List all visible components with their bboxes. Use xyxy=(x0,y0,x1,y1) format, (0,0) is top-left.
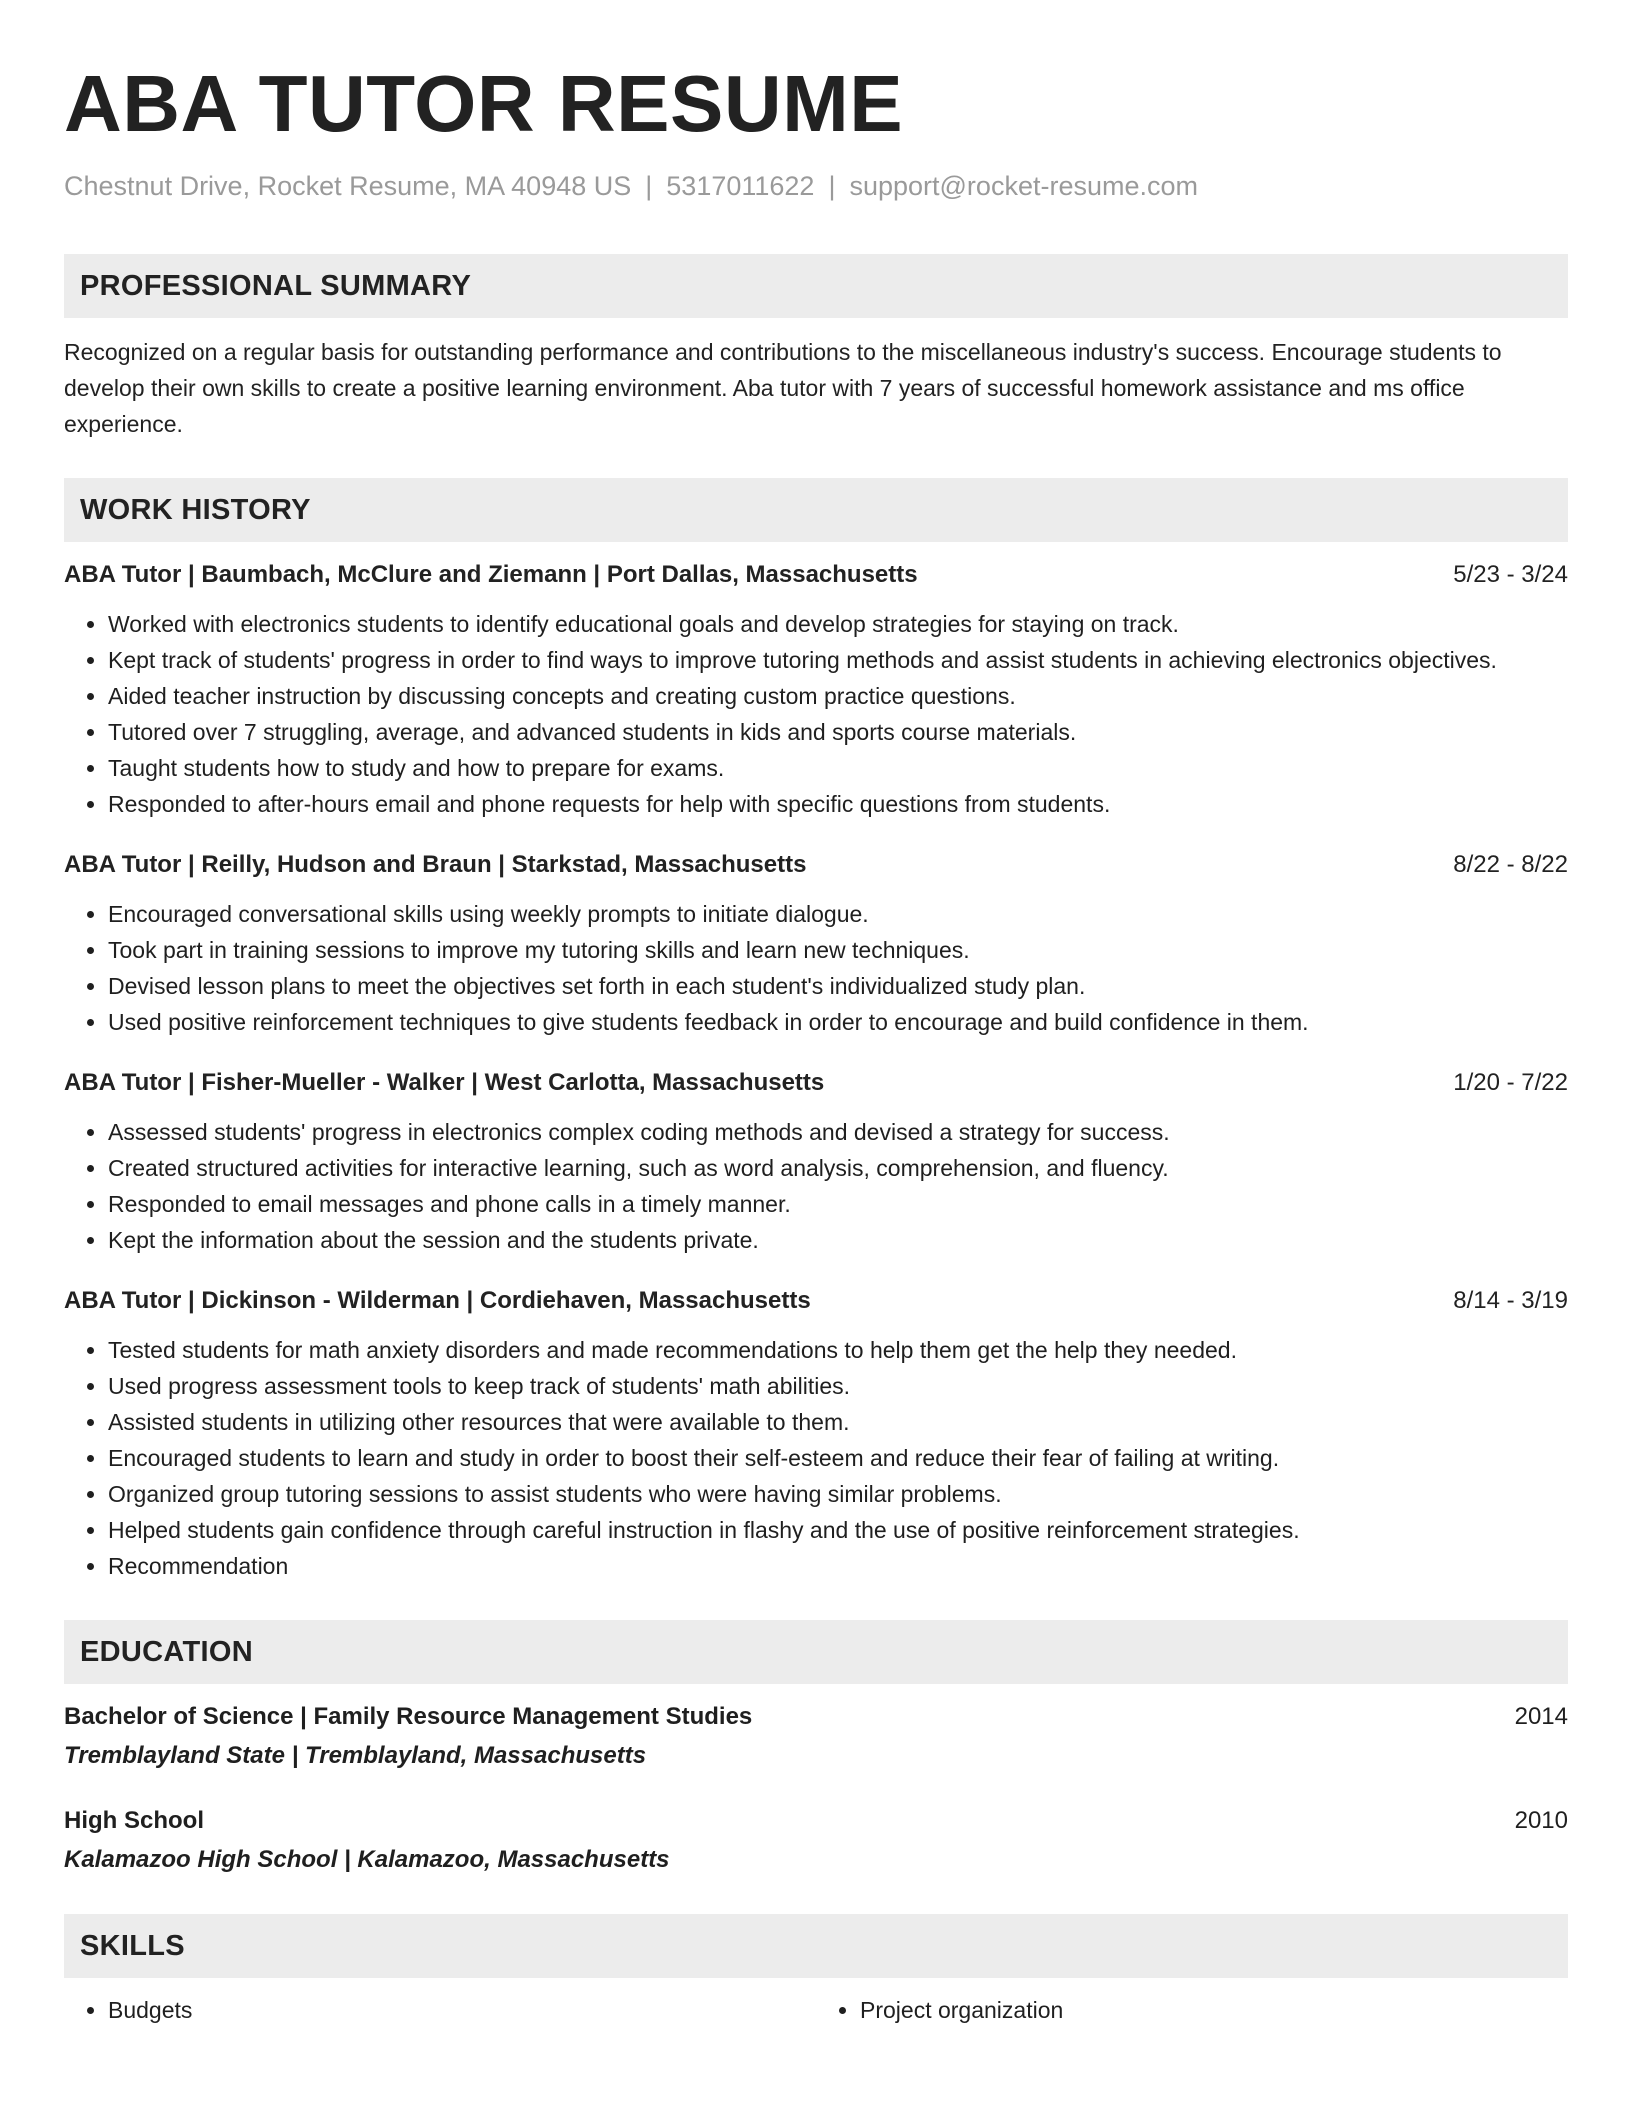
skills-column-left xyxy=(64,1992,816,2028)
education-year: 2010 xyxy=(1514,1807,1568,1834)
job-bullet: • Used positive reinforcement techniques to give students feedback in order to encourage and build confidence in them. xyxy=(108,1004,1568,1040)
job-bullet: • Used progress assessment tools to keep track of students' math abilities. xyxy=(108,1368,1568,1404)
education-school: Kalamazoo High School | Kalamazoo, Massachusetts xyxy=(64,1846,670,1873)
contact-separator: | xyxy=(828,171,836,201)
job-dates: 8/14 - 3/19 xyxy=(1453,1287,1568,1314)
job-dates: 5/23 - 3/24 xyxy=(1453,561,1568,588)
job-bullet: • Responded to email messages and phone calls in a timely manner. xyxy=(108,1186,1568,1222)
skills-column-right xyxy=(816,1992,1568,2028)
job-bullet: • Assessed students' progress in electronics complex coding methods and devised a strategy for success. xyxy=(108,1114,1568,1150)
summary-heading: PROFESSIONAL SUMMARY xyxy=(80,269,472,302)
job-entry xyxy=(64,1284,1568,1584)
job-bullets xyxy=(64,1332,1568,1584)
job-bullets xyxy=(64,896,1568,1040)
work-heading: WORK HISTORY xyxy=(80,493,311,526)
job-bullet: • Responded to after-hours email and phone requests for help with specific questions from students. xyxy=(108,786,1568,822)
job-header xyxy=(64,848,1568,882)
job-bullet: • Aided teacher instruction by discussing concepts and creating custom practice questions. xyxy=(108,678,1568,714)
job-bullet: • Encouraged students to learn and study in order to boost their self-esteem and reduce their fear of failing at writing. xyxy=(108,1440,1568,1476)
job-entry xyxy=(64,1066,1568,1258)
education-school: Tremblayland State | Tremblayland, Massachusetts xyxy=(64,1742,647,1769)
job-bullets xyxy=(64,606,1568,822)
job-bullet: • Organized group tutoring sessions to assist students who were having similar problems. xyxy=(108,1476,1568,1512)
job-bullet: • Kept track of students' progress in order to find ways to improve tutoring methods and assist students in achieving electronics objectives. xyxy=(108,642,1568,678)
job-bullets xyxy=(64,1114,1568,1258)
job-title: ABA Tutor | Fisher-Mueller - Walker | West Carlotta, Massachusetts xyxy=(64,1069,825,1096)
job-bullet: • Helped students gain confidence through careful instruction in flashy and the use of positive reinforcement strategies. xyxy=(108,1512,1568,1548)
page-title: ABA TUTOR RESUME xyxy=(64,59,904,148)
job-title: ABA Tutor | Reilly, Hudson and Braun | Starkstad, Massachusetts xyxy=(64,851,807,878)
job-header xyxy=(64,1066,1568,1100)
education-header xyxy=(64,1804,1568,1838)
job-bullet: • Taught students how to study and how to prepare for exams. xyxy=(108,750,1568,786)
summary-section-bar xyxy=(64,254,1568,318)
contact-phone: 5317011622 xyxy=(666,171,815,201)
education-year: 2014 xyxy=(1514,1703,1568,1730)
job-bullet: • Kept the information about the session and the students private. xyxy=(108,1222,1568,1258)
skills-list xyxy=(64,1992,1568,2028)
contact-separator: | xyxy=(645,171,653,201)
education-heading: EDUCATION xyxy=(80,1635,253,1668)
job-header xyxy=(64,558,1568,592)
job-bullet: • Encouraged conversational skills using weekly prompts to initiate dialogue. xyxy=(108,896,1568,932)
work-section-bar xyxy=(64,478,1568,542)
contact-address: Chestnut Drive, Rocket Resume, MA 40948 US xyxy=(64,171,632,201)
job-bullet: • Tutored over 7 struggling, average, and advanced students in kids and sports course materials. xyxy=(108,714,1568,750)
job-entry xyxy=(64,558,1568,822)
job-bullet: • Recommendation xyxy=(108,1548,1568,1584)
skills-heading: SKILLS xyxy=(80,1929,185,1962)
education-header xyxy=(64,1700,1568,1734)
job-entry xyxy=(64,848,1568,1040)
job-bullet: • Worked with electronics students to identify educational goals and develop strategies for staying on track. xyxy=(108,606,1568,642)
job-bullet: • Assisted students in utilizing other resources that were available to them. xyxy=(108,1404,1568,1440)
education-section-bar xyxy=(64,1620,1568,1684)
summary-text: Recognized on a regular basis for outstanding performance and contributions to the miscellaneous industry's success. Encourage students to develop their own skills to create a positive learning environment. Aba tutor with 7 years of successful homework assistance and ms office experience. xyxy=(64,339,1502,437)
education-entry xyxy=(64,1804,1568,1878)
education-degree: High School xyxy=(64,1807,204,1834)
education-entry xyxy=(64,1700,1568,1774)
education-degree: Bachelor of Science | Family Resource Management Studies xyxy=(64,1703,753,1730)
skill-item: • Project organization xyxy=(860,1992,1568,2028)
skills-section-bar xyxy=(64,1914,1568,1978)
job-dates: 8/22 - 8/22 xyxy=(1453,851,1568,878)
skill-item: • Budgets xyxy=(108,1992,816,2028)
job-title: ABA Tutor | Baumbach, McClure and Ziemann | Port Dallas, Massachusetts xyxy=(64,561,918,588)
job-bullet: • Devised lesson plans to meet the objectives set forth in each student's individualized study plan. xyxy=(108,968,1568,1004)
job-dates: 1/20 - 7/22 xyxy=(1453,1069,1568,1096)
contact-line xyxy=(64,170,1568,202)
job-bullet: • Took part in training sessions to improve my tutoring skills and learn new techniques. xyxy=(108,932,1568,968)
job-bullet: • Tested students for math anxiety disorders and made recommendations to help them get the help they needed. xyxy=(108,1332,1568,1368)
job-header xyxy=(64,1284,1568,1318)
job-bullet: • Created structured activities for interactive learning, such as word analysis, comprehension, and fluency. xyxy=(108,1150,1568,1186)
job-title: ABA Tutor | Dickinson - Wilderman | Cordiehaven, Massachusetts xyxy=(64,1287,811,1314)
contact-email: support@rocket-resume.com xyxy=(849,171,1198,201)
